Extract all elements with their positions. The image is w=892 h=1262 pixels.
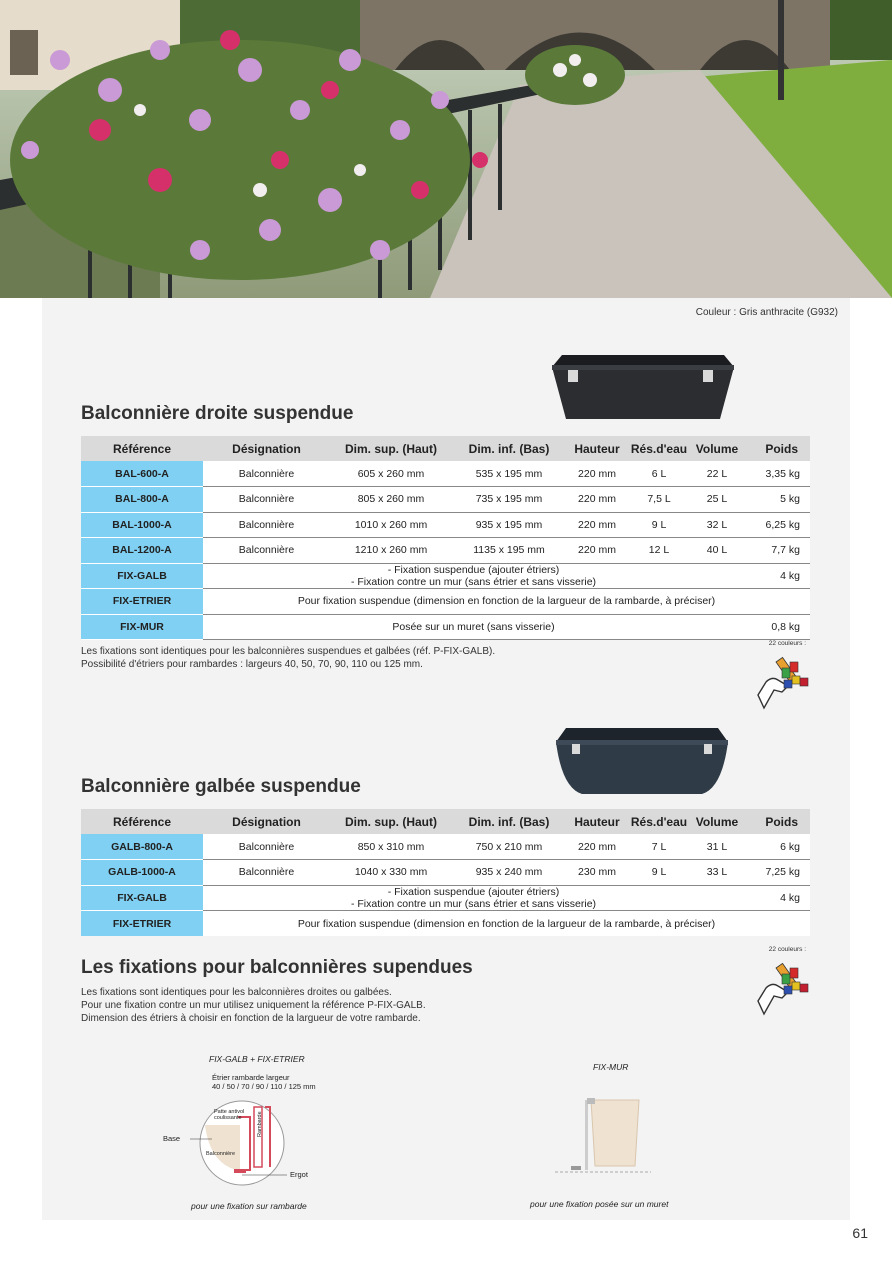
row-hauteur: 220 mm bbox=[566, 512, 628, 538]
etrier-sizes: 40 / 50 / 70 / 90 / 110 / 125 mm bbox=[212, 1082, 316, 1091]
row-poids: 7,7 kg bbox=[744, 538, 810, 564]
row-reservoir: 9 L bbox=[628, 512, 690, 538]
table-header bbox=[81, 809, 810, 834]
fix-galb-line1: - Fixation suspendue (ajouter étriers) bbox=[387, 563, 560, 576]
color-note: Couleur : Gris anthracite (G932) bbox=[695, 307, 838, 318]
row-reference: FIX-ETRIER bbox=[81, 589, 203, 615]
row-designation: Balconnière bbox=[203, 538, 330, 564]
table-header bbox=[81, 436, 810, 461]
table-row bbox=[81, 860, 810, 886]
section3-text bbox=[81, 986, 426, 1025]
row-reference: GALB-800-A bbox=[81, 834, 203, 860]
text-line: Les fixations sont identiques pour les balconnières droites ou galbées. bbox=[81, 987, 392, 998]
color-palette-badge bbox=[752, 946, 812, 1016]
section-title-curved: Balconnière galbée suspendue bbox=[81, 776, 361, 797]
row-reservoir: 12 L bbox=[628, 538, 690, 564]
fix-galb-line2: - Fixation contre un mur (sans étrier et sans visserie) bbox=[350, 897, 597, 910]
row-reference: BAL-800-A bbox=[81, 487, 203, 513]
header-dim-sup: Dim. sup. (Haut) bbox=[330, 809, 452, 834]
section-title-straight: Balconnière droite suspendue bbox=[81, 403, 354, 424]
row-hauteur: 220 mm bbox=[566, 834, 628, 860]
row-poids: 0,8 kg bbox=[744, 614, 810, 640]
note-line: Possibilité d'étriers pour rambardes : largeurs 40, 50, 70, 90, 110 ou 125 mm. bbox=[81, 659, 423, 670]
row-reservoir: 7 L bbox=[628, 834, 690, 860]
row-dim-sup: 605 x 260 mm bbox=[330, 461, 452, 487]
row-hauteur: 230 mm bbox=[566, 860, 628, 886]
row-poids: 7,25 kg bbox=[744, 860, 810, 886]
table-row-fix-etrier bbox=[81, 589, 810, 615]
diagram-left-caption: pour une fixation sur rambarde bbox=[191, 1201, 307, 1211]
header-hauteur: Hauteur bbox=[566, 436, 628, 461]
hero-photo bbox=[0, 0, 892, 298]
row-reference: BAL-1200-A bbox=[81, 538, 203, 564]
table-row-fix-mur bbox=[81, 614, 810, 640]
text-line: Dimension des étriers à choisir en fonction de la largueur de votre rambarde. bbox=[81, 1013, 421, 1024]
patte-label: Patte antivol bbox=[214, 1109, 245, 1115]
balconniere-label: Balconnière bbox=[206, 1151, 236, 1157]
row-reference: BAL-1000-A bbox=[81, 512, 203, 538]
header-volume: Volume bbox=[690, 436, 744, 461]
row-designation: Balconnière bbox=[203, 487, 330, 513]
color-swatch-icon bbox=[752, 946, 812, 1016]
header-reservoir: Rés.d'eau bbox=[628, 809, 690, 834]
fix-galb-line2: - Fixation contre un mur (sans étrier et sans visserie) bbox=[350, 575, 597, 588]
fix-mur-description: Posée sur un muret (sans visserie) bbox=[203, 614, 744, 640]
color-swatch-icon bbox=[752, 640, 812, 710]
row-reference: FIX-GALB bbox=[81, 563, 203, 589]
row-reference: BAL-600-A bbox=[81, 461, 203, 487]
row-volume: 33 L bbox=[690, 860, 744, 886]
coulissante-label: coulissante bbox=[214, 1115, 242, 1121]
row-reference: FIX-MUR bbox=[81, 614, 203, 640]
row-poids: 5 kg bbox=[744, 487, 810, 513]
diagram-left-title: FIX-GALB + FIX-ETRIER bbox=[209, 1054, 305, 1064]
table-row-fix-galb bbox=[81, 885, 810, 911]
section1-notes bbox=[81, 645, 495, 671]
header-reference: Référence bbox=[81, 436, 203, 461]
palette-label: 22 couleurs : bbox=[768, 946, 806, 953]
row-designation: Balconnière bbox=[203, 834, 330, 860]
diagram-right-caption: pour une fixation posée sur un muret bbox=[530, 1199, 669, 1209]
curved-planter-image bbox=[552, 722, 732, 805]
row-poids: 4 kg bbox=[744, 885, 810, 911]
wall-fixing-diagram bbox=[555, 1092, 655, 1187]
table-row bbox=[81, 834, 810, 860]
header-reference: Référence bbox=[81, 809, 203, 834]
etrier-label: Étrier rambarde largeur bbox=[212, 1073, 290, 1082]
row-dim-sup: 850 x 310 mm bbox=[330, 834, 452, 860]
row-dim-inf: 735 x 195 mm bbox=[452, 487, 566, 513]
row-volume: 40 L bbox=[690, 538, 744, 564]
row-dim-inf: 535 x 195 mm bbox=[452, 461, 566, 487]
row-volume: 25 L bbox=[690, 487, 744, 513]
row-hauteur: 220 mm bbox=[566, 538, 628, 564]
row-reference: FIX-ETRIER bbox=[81, 911, 203, 937]
row-volume: 31 L bbox=[690, 834, 744, 860]
row-poids: 4 kg bbox=[744, 563, 810, 589]
row-designation: Balconnière bbox=[203, 860, 330, 886]
diagram-right-title: FIX-MUR bbox=[593, 1062, 629, 1072]
row-reference: FIX-GALB bbox=[81, 885, 203, 911]
row-dim-inf: 1135 x 195 mm bbox=[452, 538, 566, 564]
row-dim-sup: 1010 x 260 mm bbox=[330, 512, 452, 538]
fix-etrier-description: Pour fixation suspendue (dimension en fonction de la largueur de la rambarde, à préciser) bbox=[203, 589, 810, 615]
rambarde-label: Rambarde bbox=[257, 1111, 263, 1137]
table-row-fix-etrier bbox=[81, 911, 810, 937]
row-dim-inf: 935 x 240 mm bbox=[452, 860, 566, 886]
fix-galb-line1: - Fixation suspendue (ajouter étriers) bbox=[387, 885, 560, 898]
table-row bbox=[81, 512, 810, 538]
header-designation: Désignation bbox=[203, 436, 330, 461]
header-reservoir: Rés.d'eau bbox=[628, 436, 690, 461]
base-label: Base bbox=[163, 1134, 181, 1143]
row-reference: GALB-1000-A bbox=[81, 860, 203, 886]
table-row-fix-galb bbox=[81, 563, 810, 589]
header-dim-sup: Dim. sup. (Haut) bbox=[330, 436, 452, 461]
row-poids: 6 kg bbox=[744, 834, 810, 860]
section-title-fixings: Les fixations pour balconnières supendues bbox=[81, 957, 473, 978]
row-hauteur: 220 mm bbox=[566, 487, 628, 513]
fix-etrier-description: Pour fixation suspendue (dimension en fonction de la largueur de la rambarde, à préciser) bbox=[203, 911, 810, 937]
table-row bbox=[81, 538, 810, 564]
ergot-label: Ergot bbox=[290, 1170, 308, 1179]
fix-galb-description bbox=[203, 885, 744, 911]
row-hauteur: 220 mm bbox=[566, 461, 628, 487]
header-volume: Volume bbox=[690, 809, 744, 834]
row-dim-sup: 805 x 260 mm bbox=[330, 487, 452, 513]
row-dim-inf: 750 x 210 mm bbox=[452, 834, 566, 860]
row-poids: 3,35 kg bbox=[744, 461, 810, 487]
straight-planter-table bbox=[81, 436, 810, 640]
header-dim-inf: Dim. inf. (Bas) bbox=[452, 809, 566, 834]
row-volume: 22 L bbox=[690, 461, 744, 487]
note-line: Les fixations sont identiques pour les balconnières suspendues et galbées (réf. P-FIX-GALB). bbox=[81, 646, 496, 657]
row-dim-inf: 935 x 195 mm bbox=[452, 512, 566, 538]
row-reservoir: 6 L bbox=[628, 461, 690, 487]
table-row bbox=[81, 461, 810, 487]
text-line: Pour une fixation contre un mur utilisez uniquement la référence P-FIX-GALB. bbox=[81, 1000, 426, 1011]
header-dim-inf: Dim. inf. (Bas) bbox=[452, 436, 566, 461]
row-reservoir: 9 L bbox=[628, 860, 690, 886]
row-designation: Balconnière bbox=[203, 512, 330, 538]
palette-label: 22 couleurs : bbox=[768, 640, 806, 647]
straight-planter-image bbox=[548, 345, 738, 430]
row-dim-sup: 1040 x 330 mm bbox=[330, 860, 452, 886]
header-poids: Poids bbox=[744, 436, 810, 461]
color-palette-badge bbox=[752, 640, 812, 710]
header-hauteur: Hauteur bbox=[566, 809, 628, 834]
row-designation: Balconnière bbox=[203, 461, 330, 487]
header-poids: Poids bbox=[744, 809, 810, 834]
table-row bbox=[81, 487, 810, 513]
curved-planter-table bbox=[81, 809, 810, 936]
fix-galb-description bbox=[203, 563, 744, 589]
row-reservoir: 7,5 L bbox=[628, 487, 690, 513]
page-number: 61 bbox=[852, 1225, 868, 1241]
row-volume: 32 L bbox=[690, 512, 744, 538]
row-poids: 6,25 kg bbox=[744, 512, 810, 538]
row-dim-sup: 1210 x 260 mm bbox=[330, 538, 452, 564]
header-designation: Désignation bbox=[203, 809, 330, 834]
